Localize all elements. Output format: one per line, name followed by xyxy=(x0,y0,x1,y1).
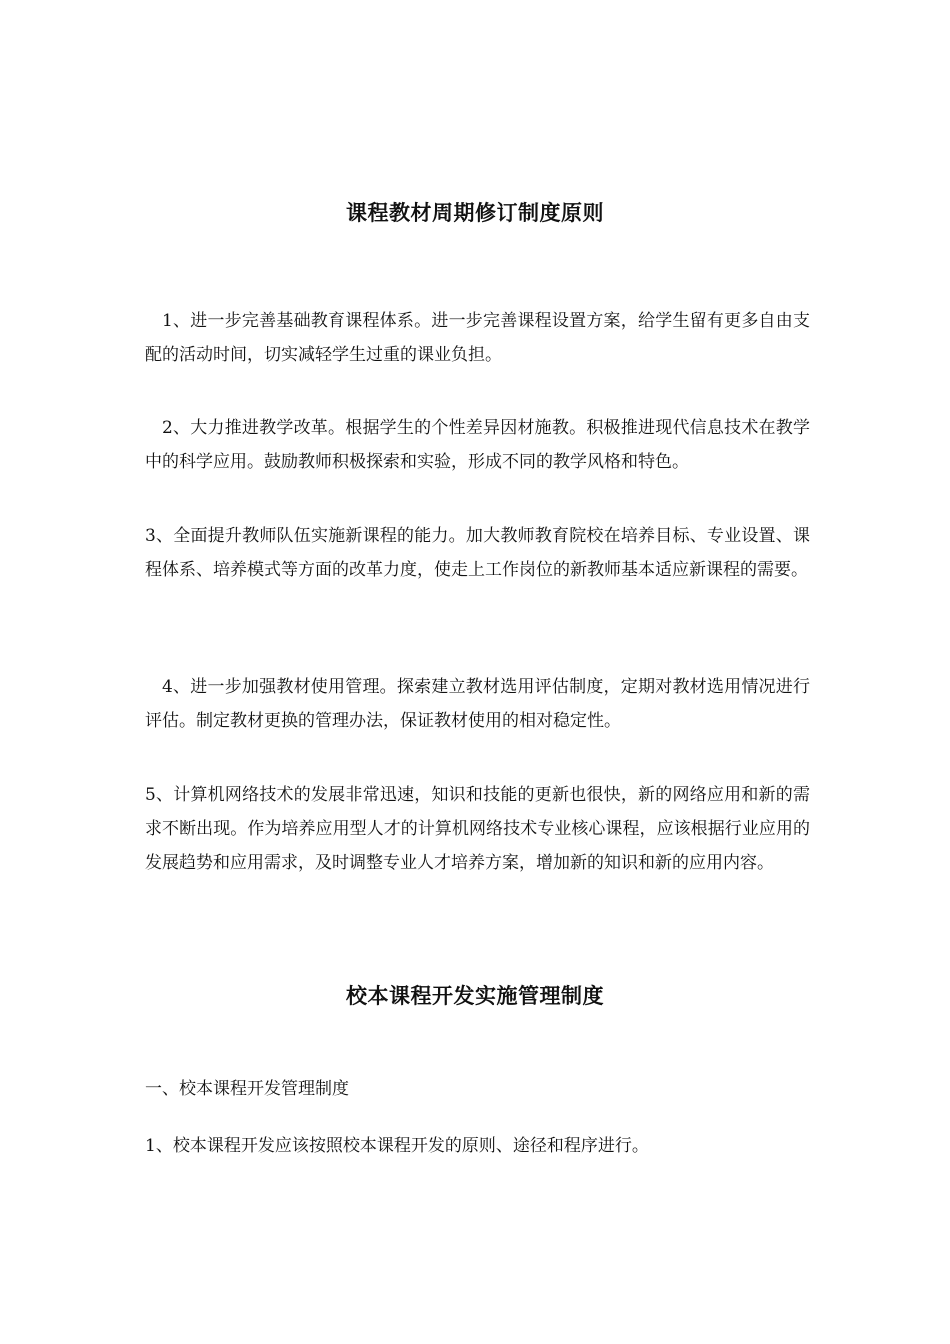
section2-paragraph-1: 1、校本课程开发应该按照校本课程开发的原则、途径和程序进行。 xyxy=(145,1136,649,1156)
section1-paragraph-1: 1、进一步完善基础教育课程体系。进一步完善课程设置方案，给学生留有更多自由支配的活动时间，切实减轻学生过重的课业负担。 xyxy=(145,311,810,365)
section1-paragraph-4: 4、进一步加强教材使用管理。探索建立教材选用评估制度，定期对教材选用情况进行评估。制定教材更换的管理办法，保证教材使用的相对稳定性。 xyxy=(145,677,810,731)
section2-title: 校本课程开发实施管理制度 xyxy=(346,983,604,1008)
section1-title: 课程教材周期修订制度原则 xyxy=(346,200,604,225)
section1-paragraph-2: 2、大力推进教学改革。根据学生的个性差异因材施教。积极推进现代信息技术在教学中的科学应用。鼓励教师积极探索和实验，形成不同的教学风格和特色。 xyxy=(145,418,810,472)
section1-paragraph-5: 5、计算机网络技术的发展非常迅速，知识和技能的更新也很快，新的网络应用和新的需求不断出现。作为培养应用型人才的计算机网络技术专业核心课程，应该根据行业应用的发展趋势和应用需求，及时调整专业人才培养方案，增加新的知识和新的应用内容。 xyxy=(145,785,810,873)
section2-subheading: 一、校本课程开发管理制度 xyxy=(145,1079,349,1099)
section1-paragraph-3: 3、全面提升教师队伍实施新课程的能力。加大教师教育院校在培养目标、专业设置、课程体系、培养模式等方面的改革力度，使走上工作岗位的新教师基本适应新课程的需要。 xyxy=(145,526,810,580)
